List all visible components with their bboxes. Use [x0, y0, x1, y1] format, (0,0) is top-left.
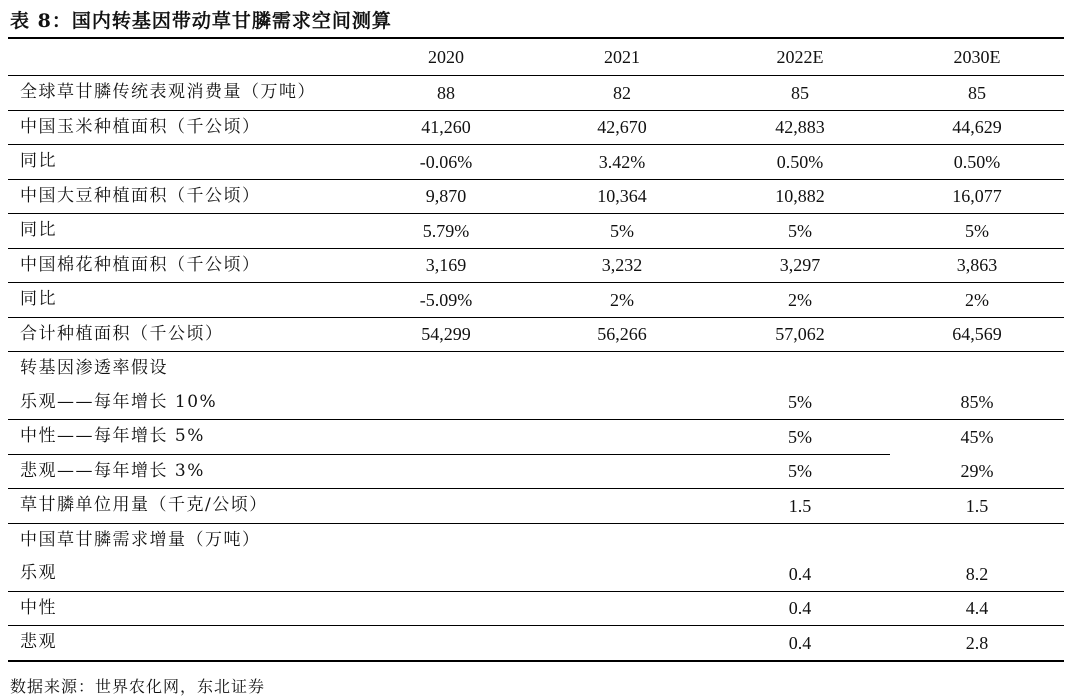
cell-2020: 41,260 — [358, 110, 534, 145]
row-label: 乐观 — [8, 557, 358, 591]
cell-2030e: 2.8 — [890, 626, 1064, 661]
row-label: 同比 — [8, 145, 358, 180]
cell-2020: -0.06% — [358, 145, 534, 180]
row-label: 草甘膦单位用量（千克/公顷） — [8, 489, 358, 524]
row-label: 中性——每年增长 5% — [8, 420, 358, 455]
table-row — [8, 557, 1064, 591]
cell-2021 — [534, 489, 710, 524]
table-row — [8, 317, 1064, 352]
cell-2030e: 45% — [960, 427, 994, 447]
cell-2022e: 5% — [710, 454, 890, 489]
cell-2020 — [358, 626, 534, 661]
row-label: 中性 — [8, 591, 358, 626]
cell-2022e: 42,883 — [710, 110, 890, 145]
cell-2030e: 64,569 — [890, 317, 1064, 352]
cell-2022e: 5% — [710, 214, 890, 249]
table-row — [8, 489, 1064, 524]
cell-2022e: 0.4 — [710, 626, 890, 661]
table-row — [8, 626, 1064, 661]
row-label: 合计种植面积（千公顷） — [8, 317, 358, 352]
cell-2021: 5% — [534, 214, 710, 249]
cell-2022e: 3,297 — [710, 248, 890, 283]
cell-2030e: 2% — [890, 283, 1064, 318]
cell-2020: -5.09% — [358, 283, 534, 318]
cell-2020 — [358, 591, 534, 626]
table-row — [8, 523, 1064, 557]
header-cell-2020: 2020 — [358, 38, 534, 76]
cell-2021 — [534, 523, 710, 557]
row-label: 悲观——每年增长 3% — [8, 454, 358, 489]
cell-2021 — [534, 591, 710, 626]
cell-2030e: 0.50% — [890, 145, 1064, 180]
table-row — [8, 110, 1064, 145]
table-row — [8, 352, 1064, 386]
header-cell-label — [8, 38, 358, 76]
cell-2030e: 5% — [890, 214, 1064, 249]
row-label: 中国草甘膦需求增量（万吨） — [20, 529, 261, 550]
cell-2030e: 4.4 — [890, 591, 1064, 626]
cell-2022e: 0.50% — [710, 145, 890, 180]
cell-2021 — [534, 557, 710, 591]
row-label: 乐观——每年增长 10% — [8, 386, 358, 420]
cell-2020: 3,169 — [358, 248, 534, 283]
cell-2021 — [534, 386, 710, 420]
table-title: 表 8：国内转基因带动草甘膦需求空间测算 — [10, 10, 392, 32]
cell-2021: 82 — [534, 76, 710, 111]
cell-2022e: 85 — [710, 76, 890, 111]
table-row — [8, 76, 1064, 111]
cell-2021 — [534, 454, 710, 489]
cell-2020 — [358, 352, 534, 386]
cell-2020: 5.79% — [358, 214, 534, 249]
header-row — [8, 38, 1064, 76]
cell-2021: 3.42% — [534, 145, 710, 180]
row-label: 同比 — [8, 283, 358, 318]
row-label: 中国大豆种植面积（千公顷） — [8, 179, 358, 214]
header-cell-2022e: 2022E — [710, 38, 890, 76]
row-label: 转基因渗透率假设 — [20, 358, 168, 379]
cell-2021: 10,364 — [534, 179, 710, 214]
cell-2020: 9,870 — [358, 179, 534, 214]
row-label: 中国棉花种植面积（千公顷） — [8, 248, 358, 283]
table-row — [8, 386, 1064, 420]
cell-2030e: 85 — [890, 76, 1064, 111]
table-row — [8, 591, 1064, 626]
cell-2030e: 1.5 — [890, 489, 1064, 524]
table-row — [8, 145, 1064, 180]
cell-2021 — [534, 352, 710, 386]
cell-2022e: 1.5 — [710, 489, 890, 524]
table-row — [8, 248, 1064, 283]
cell-2030e: 8.2 — [890, 557, 1064, 591]
cell-2020 — [358, 454, 534, 489]
table-row — [8, 283, 1064, 318]
cell-2020 — [358, 386, 534, 420]
cell-2020: 88 — [358, 76, 534, 111]
data-source-note: 数据来源：世界农化网，东北证券 — [10, 677, 266, 696]
cell-2030e: 29% — [890, 454, 1064, 489]
cell-2021 — [534, 626, 710, 661]
row-label: 悲观 — [8, 626, 358, 661]
cell-2022e: 0.4 — [710, 591, 890, 626]
cell-2022e: 5% — [710, 420, 890, 455]
table-row — [8, 214, 1064, 249]
cell-2030e: 16,077 — [890, 179, 1064, 214]
cell-2021: 56,266 — [534, 317, 710, 352]
cell-2030e: 3,863 — [890, 248, 1064, 283]
table-row — [8, 454, 1064, 489]
cell-2021 — [534, 420, 710, 455]
cell-2022e: 10,882 — [710, 179, 890, 214]
row-label: 全球草甘膦传统表观消费量（万吨） — [8, 76, 358, 111]
header-cell-2021: 2021 — [534, 38, 710, 76]
cell-2030e: 85% — [890, 386, 1064, 420]
cell-2021: 3,232 — [534, 248, 710, 283]
cell-2020 — [358, 523, 534, 557]
cell-2022e — [710, 352, 890, 386]
cell-2030e: 44,629 — [890, 110, 1064, 145]
cell-2020 — [358, 557, 534, 591]
header-cell-2030e: 2030E — [890, 38, 1064, 76]
row-label: 中国玉米种植面积（千公顷） — [8, 110, 358, 145]
cell-2022e — [710, 523, 890, 557]
cell-2022e: 2% — [710, 283, 890, 318]
demand-estimate-table — [8, 37, 1064, 662]
cell-2022e: 5% — [710, 386, 890, 420]
cell-2021: 42,670 — [534, 110, 710, 145]
cell-2020: 54,299 — [358, 317, 534, 352]
cell-2022e: 57,062 — [710, 317, 890, 352]
table-row — [8, 179, 1064, 214]
cell-2021: 2% — [534, 283, 710, 318]
cell-2020 — [358, 420, 534, 455]
cell-2030e — [890, 352, 1064, 386]
row-label: 同比 — [8, 214, 358, 249]
cell-2030e — [890, 523, 1064, 557]
cell-2020 — [358, 489, 534, 524]
cell-2022e: 0.4 — [710, 557, 890, 591]
table-row — [8, 420, 1064, 455]
